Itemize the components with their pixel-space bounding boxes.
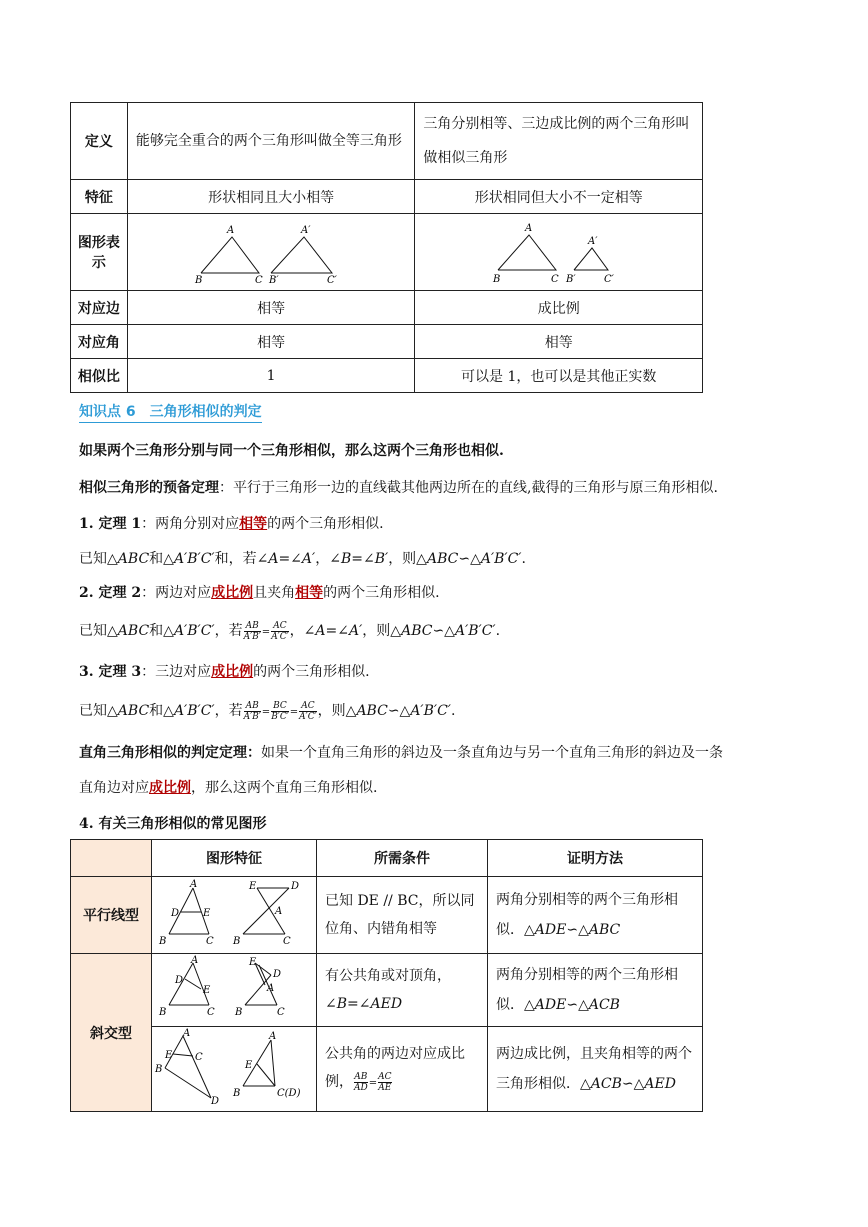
text: . (521, 551, 526, 567)
fraction (354, 1072, 368, 1093)
text: ∽△ (458, 551, 481, 567)
label-A-prime: A′ (300, 225, 311, 236)
proof-oblique-2 (488, 1027, 703, 1112)
text: 两边成比例，且夹角相等的两个三角形相似．△ (496, 1046, 692, 1092)
paragraph-preliminary-theorem (79, 477, 718, 497)
row-oblique-1 (71, 954, 703, 1027)
math: A′ (301, 551, 316, 567)
similar-angles: 相等 (415, 325, 703, 359)
theorem-3 (79, 661, 370, 681)
paragraph-transitive: 如果两个三角形分别与同一个三角形相似，那么这两个三角形也相似. (79, 443, 504, 459)
row-parallel (71, 877, 703, 954)
text: 已知△ (79, 703, 118, 719)
parallel-line-diagram (153, 878, 315, 948)
numerator: AB (244, 701, 261, 712)
math: ADE (534, 997, 567, 1013)
text: ：两角分别对应 (141, 516, 240, 532)
fraction (244, 621, 261, 642)
label-C-D: C(D) (277, 1088, 301, 1099)
text: ：三边对应 (141, 664, 212, 680)
text: ：两边对应 (141, 585, 212, 601)
header-row (71, 840, 703, 877)
equals: = (261, 707, 271, 718)
proof-oblique-1 (488, 954, 703, 1027)
text: 和，若∠ (214, 551, 269, 567)
math: ABC (426, 551, 459, 567)
fraction (378, 1072, 391, 1093)
math: A′B′C′ (480, 551, 522, 567)
fraction (271, 701, 289, 722)
label-D: D (211, 1096, 220, 1106)
math: A (315, 623, 326, 639)
text: ∠ (325, 996, 337, 1012)
text: ，则△ (388, 551, 427, 567)
label-A: A (183, 1028, 191, 1039)
math: ABC (117, 551, 150, 567)
denominator: A′B′ (243, 631, 261, 642)
label-E: E (249, 881, 257, 892)
math: A′ (349, 623, 363, 639)
denominator: A′C′ (271, 631, 289, 642)
congruent-definition: 能够完全重合的两个三角形叫做全等三角形 (127, 103, 415, 180)
row-sides (71, 291, 703, 325)
row-head: 图形表示 (71, 214, 128, 291)
label-C: C (207, 1007, 215, 1018)
text: 公共角的两边对应成比例， (325, 1046, 465, 1090)
text: ∽△ (566, 997, 589, 1013)
section-title: 知识点 6 三角形相似的判定 (79, 401, 262, 423)
theorem-1 (79, 513, 384, 533)
congruent-figure (127, 214, 415, 291)
congruent-ratio: 1 (127, 359, 415, 393)
similar-figure (415, 214, 703, 291)
text: 两角分别相等的两个三角形相似．△ (496, 967, 678, 1013)
theorem-2-example (79, 620, 500, 642)
keyword: 相等 (295, 585, 324, 601)
label-C-prime: C′ (604, 274, 615, 285)
label-B: B (235, 1007, 243, 1018)
label-E: E (203, 985, 211, 996)
text: ，∠ (315, 551, 341, 567)
text: 已知△ (79, 551, 118, 567)
oblique-figure-2 (152, 1027, 317, 1112)
type-parallel: 平行线型 (71, 877, 152, 954)
math: ABC (401, 623, 433, 639)
denominator: AD (354, 1082, 368, 1093)
denominator: B′C′ (271, 711, 289, 722)
label-A: A (190, 879, 198, 890)
label-A: A (226, 225, 235, 236)
row-head: 对应边 (71, 291, 128, 325)
fraction (244, 701, 261, 722)
text: ∽△ (566, 922, 589, 938)
text: 如果一个直角三角形的斜边及一条直角边与另一个直角三角形的斜边及一条 (261, 745, 723, 761)
congruent-feature: 形状相同且大小相等 (127, 180, 415, 214)
math: ADE (534, 922, 567, 938)
common-figures-heading: 4. 有关三角形相似的常见图形 (79, 816, 267, 832)
numerator: AC (271, 621, 288, 632)
label-E: E (165, 1050, 173, 1061)
text: =∠ (278, 551, 302, 567)
text: ，若 (214, 703, 243, 719)
math: A (268, 551, 279, 567)
text: =∠ (347, 996, 371, 1012)
text: ∽△ (621, 1076, 645, 1092)
oblique-figure-1 (152, 954, 317, 1027)
label-E: E (203, 908, 211, 919)
row-angles (71, 325, 703, 359)
text: ，若 (214, 623, 243, 639)
label-C: C (195, 1052, 203, 1063)
theorem-number: 1. 定理 1 (79, 516, 142, 532)
numerator: AC (299, 701, 316, 712)
label-C: C (551, 274, 560, 285)
label-A: A (191, 955, 199, 966)
comparison-table (70, 102, 703, 393)
numerator: AC (378, 1071, 392, 1082)
denominator: A′C′ (299, 711, 317, 722)
label-D: D (273, 969, 282, 980)
text: 已知△ (79, 623, 118, 639)
math: ABC (588, 922, 621, 938)
theorem-3-example (79, 700, 455, 722)
label-B-prime: B′ (268, 275, 279, 285)
similar-triangles-diagram (416, 215, 692, 285)
common-figures-table (70, 839, 703, 1112)
math: ABC (356, 703, 388, 719)
proof-parallel (488, 877, 703, 954)
condition-parallel: 已知 DE // BC，所以同位角、内错角相等 (317, 877, 488, 954)
label-E: E (245, 1060, 253, 1071)
row-oblique-2 (71, 1027, 703, 1112)
math: A′B′C′ (410, 703, 451, 719)
label-B: B (233, 936, 241, 947)
oblique-diagram-1 (153, 955, 315, 1021)
math: ACB (590, 1076, 622, 1092)
text: . (450, 703, 456, 719)
right-triangle-theorem (79, 742, 723, 762)
label-C: C (283, 936, 291, 947)
header-proof: 证明方法 (488, 840, 703, 877)
text: =∠ (351, 551, 375, 567)
similar-feature: 形状相同但大小不一定相等 (415, 180, 703, 214)
header-figure: 图形特征 (152, 840, 317, 877)
label-B: B (155, 1064, 163, 1075)
math: AED (370, 996, 403, 1012)
text: 有公共角或对顶角， (325, 968, 451, 984)
label-A-prime: A′ (588, 236, 598, 247)
math: B′ (374, 551, 389, 567)
math: A′B′C′ (454, 623, 496, 639)
math: ABC (117, 703, 150, 719)
label-C: C (254, 275, 263, 285)
math: A′B′C′ (173, 551, 215, 567)
label-C: C (277, 1007, 285, 1018)
right-triangle-theorem-cont (79, 777, 377, 797)
label-B: B (194, 275, 203, 285)
text: 的两个三角形相似. (267, 516, 384, 532)
equals: = (289, 707, 299, 718)
header-condition: 所需条件 (317, 840, 488, 877)
numerator: AB (354, 1071, 368, 1082)
similar-sides: 成比例 (415, 291, 703, 325)
term: 直角三角形相似的判定定理： (79, 745, 261, 761)
fraction (271, 621, 288, 642)
type-oblique: 斜交型 (71, 954, 152, 1112)
text: 和△ (149, 551, 174, 567)
text: =∠ (325, 623, 349, 639)
term: 相似三角形的预备定理 (79, 480, 219, 496)
text: 的两个三角形相似. (253, 664, 370, 680)
math: ACB (588, 997, 620, 1013)
math: B (340, 551, 352, 567)
label-B: B (159, 1007, 167, 1018)
fraction (299, 701, 316, 722)
text: 且夹角 (253, 585, 296, 601)
label-A: A (267, 983, 275, 994)
text: 两角分别相等的两个三角形相似．△ (496, 892, 678, 938)
numerator: AB (244, 621, 261, 632)
text: ∽△ (432, 623, 455, 639)
label-E: E (249, 957, 257, 968)
label-D: D (171, 908, 180, 919)
math: ABC (117, 623, 150, 639)
math: AED (644, 1076, 676, 1092)
label-C-prime: C′ (326, 275, 337, 285)
text: ∽△ (387, 703, 411, 719)
condition-oblique-1 (317, 954, 488, 1027)
label-A: A (269, 1031, 277, 1042)
condition-oblique-2 (317, 1027, 488, 1112)
keyword: 成比例 (211, 585, 254, 601)
math: A′B′C′ (173, 623, 215, 639)
denominator: AE (378, 1082, 392, 1093)
row-ratio (71, 359, 703, 393)
label-B: B (233, 1088, 241, 1099)
parallel-figure (152, 877, 317, 954)
denominator: A′B′ (243, 711, 261, 722)
theorem-number: 2. 定理 2 (79, 585, 142, 601)
label-C: C (206, 936, 214, 947)
keyword: 成比例 (149, 780, 191, 796)
row-head: 定义 (71, 103, 128, 180)
row-definition (71, 103, 703, 180)
text: 直角边对应 (79, 780, 149, 796)
header-corner (71, 840, 152, 877)
text: 和△ (149, 623, 174, 639)
theorem-1-example (79, 548, 526, 568)
similar-definition: 三角分别相等、三边成比例的两个三角形叫做相似三角形 (415, 103, 703, 180)
congruent-angles: 相等 (127, 325, 415, 359)
row-head: 特征 (71, 180, 128, 214)
text: ，那么这两个直角三角形相似. (191, 780, 378, 796)
row-head: 相似比 (71, 359, 128, 393)
text: 的两个三角形相似. (323, 585, 440, 601)
oblique-diagram-2 (153, 1028, 315, 1106)
label-B: B (493, 274, 501, 285)
label-D: D (291, 881, 300, 892)
label-D: D (175, 975, 184, 986)
keyword: 成比例 (211, 664, 254, 680)
label-A: A (525, 223, 533, 234)
text: 和△ (149, 703, 174, 719)
row-figure (71, 214, 703, 291)
equals: = (368, 1078, 378, 1089)
text: ，则△ (317, 703, 357, 719)
label-B: B (159, 936, 167, 947)
text: . (495, 623, 501, 639)
keyword: 相等 (239, 516, 268, 532)
theorem-number: 3. 定理 3 (79, 664, 142, 680)
congruent-triangles-diagram (129, 215, 405, 285)
label-A: A (275, 906, 283, 917)
row-head: 对应角 (71, 325, 128, 359)
math: B (336, 996, 348, 1012)
text: ：平行于三角形一边的直线截其他两边所在的直线,截得的三角形与原三角形相似. (219, 480, 718, 496)
math: A′B′C′ (173, 703, 215, 719)
row-feature (71, 180, 703, 214)
theorem-2 (79, 582, 440, 602)
numerator: BC (273, 700, 287, 711)
equals: = (261, 627, 271, 638)
text: ，则△ (362, 623, 402, 639)
label-B-prime: B′ (566, 274, 577, 285)
text: ，∠ (289, 623, 316, 639)
similar-ratio: 可以是 1，也可以是其他正实数 (415, 359, 703, 393)
congruent-sides: 相等 (127, 291, 415, 325)
